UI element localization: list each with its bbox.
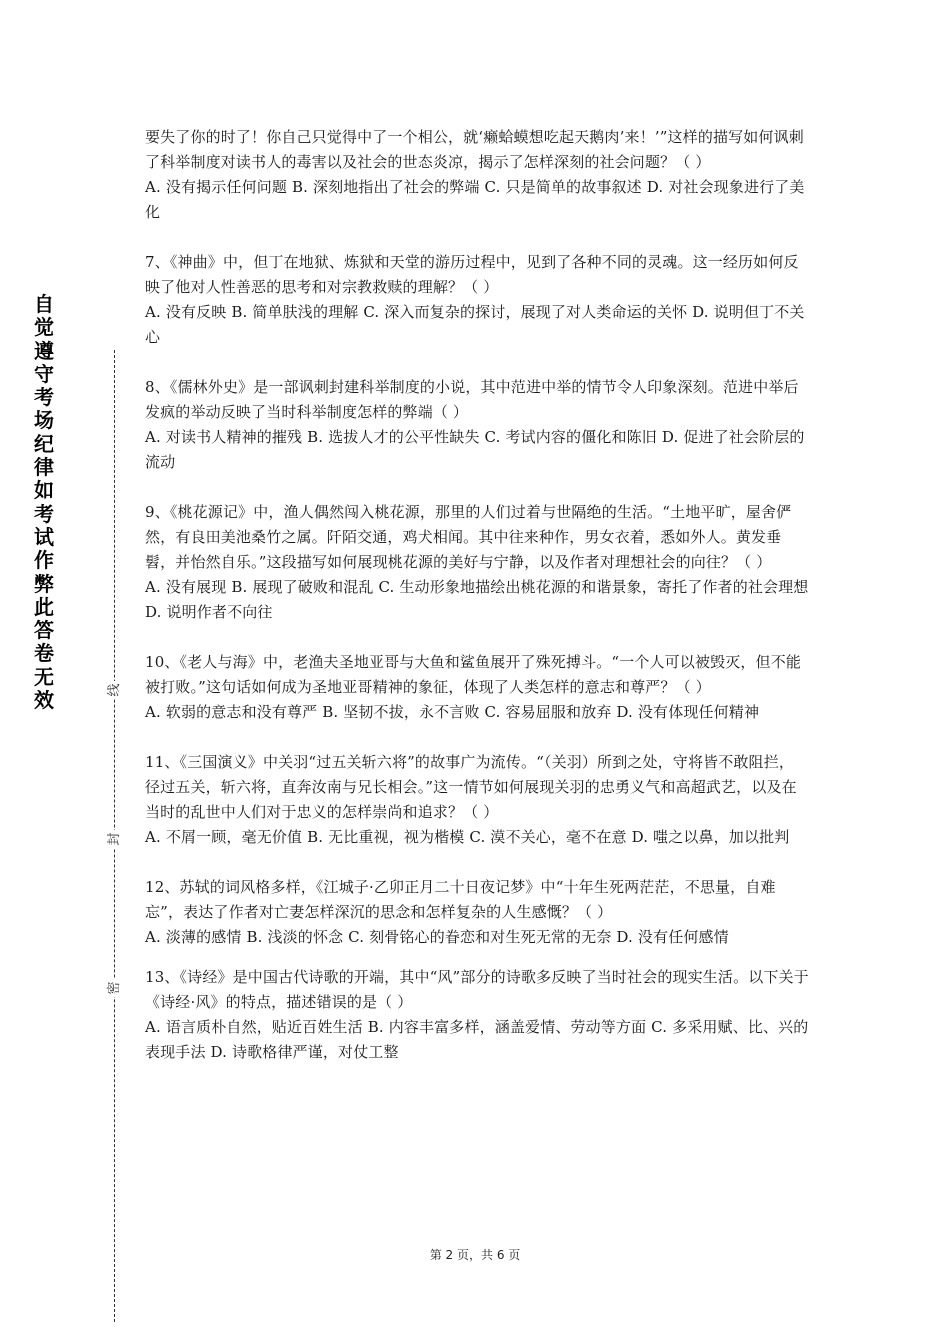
question-9	[145, 500, 809, 625]
question-options: A. 没有展现 B. 展现了破败和混乱 C. 生动形象地描绘出桃花源的和谐景象，寄托了作者的社会理想 D. 说明作者不向往	[145, 578, 809, 621]
question-10	[145, 650, 809, 725]
question-stem: 12、苏轼的词风格多样，《江城子·乙卯正月二十日夜记梦》中“十年生死两茫茫，不思量，自难忘”，表达了作者对亡妻怎样深沉的思念和怎样复杂的人生感慨？（ ）	[145, 878, 776, 921]
question-stem: 9、《桃花源记》中，渔人偶然闯入桃花源，那里的人们过着与世隔绝的生活。“土地平旷，屋舍俨然，有良田美池桑竹之属。阡陌交通，鸡犬相闻。其中往来种作，男女衣着，悉如外人。黄发垂髫，并怡然自乐。”这段描写如何展现桃花源的美好与宁静，以及作者对理想社会的向往？（ ）	[145, 503, 792, 571]
warning-char: 考	[34, 501, 54, 526]
question-stem: 7、《神曲》中，但丁在地狱、炼狱和天堂的游历过程中，见到了各种不同的灵魂。这一经历如何反映了他对人性善恶的思考和对宗教救赎的理解？（ ）	[145, 253, 799, 296]
warning-char: 效	[34, 688, 54, 713]
warning-char: 作	[34, 548, 54, 573]
question-options: A. 软弱的意志和没有尊严 B. 坚韧不拔，永不言败 C. 容易屈服和放弃 D. 没有体现任何精神	[145, 703, 760, 721]
question-13	[145, 965, 809, 1065]
question-6-continued	[145, 125, 809, 225]
question-stem: 13、《诗经》是中国古代诗歌的开端，其中“风”部分的诗歌多反映了当时社会的现实生活。以下关于《诗经·风》的特点，描述错误的是（ ）	[145, 968, 809, 1011]
question-options: A. 没有反映 B. 简单肤浅的理解 C. 深入而复杂的探讨，展现了对人类命运的关怀 D. 说明但丁不关心	[145, 303, 805, 346]
question-12	[145, 875, 809, 950]
question-stem: 要失了你的时了！你自己只觉得中了一个相公，就‘癞蛤蟆想吃起天鹅肉’来！’”这样的描写如何讽刺了科举制度对读书人的毒害以及社会的世态炎凉，揭示了怎样深刻的社会问题？（ ）	[145, 128, 804, 171]
binding-seal-label: 封	[105, 830, 125, 848]
question-stem: 10、《老人与海》中，老渔夫圣地亚哥与大鱼和鲨鱼展开了殊死搏斗。“一个人可以被毁灭，但不能被打败。”这句话如何成为圣地亚哥精神的象征，体现了人类怎样的意志和尊严？（ ）	[145, 653, 802, 696]
warning-char: 守	[34, 361, 54, 386]
question-options: A. 淡薄的感情 B. 浅淡的怀念 C. 刻骨铭心的眷恋和对生死无常的无奈 D. 没有任何感情	[145, 928, 729, 946]
warning-char: 弊	[34, 571, 54, 596]
page-number: 第 2 页，共 6 页	[429, 1248, 521, 1262]
warning-char: 无	[34, 664, 54, 689]
question-options: A. 语言质朴自然，贴近百姓生活 B. 内容丰富多样，涵盖爱情、劳动等方面 C. 多采用赋、比、兴的表现手法 D. 诗歌格律严谨，对仗工整	[145, 1018, 809, 1061]
question-options: A. 对读书人精神的摧残 B. 选拔人才的公平性缺失 C. 考试内容的僵化和陈旧 D. 促进了社会阶层的流动	[145, 428, 805, 471]
warning-char: 纪	[34, 431, 54, 456]
question-8	[145, 375, 809, 475]
binding-secret-label: 密	[105, 979, 125, 997]
question-11	[145, 750, 809, 850]
warning-char: 律	[34, 455, 54, 480]
question-7	[145, 250, 809, 350]
warning-char: 如	[34, 478, 54, 503]
exam-discipline-warning	[27, 293, 61, 712]
question-stem: 8、《儒林外史》是一部讽刺封建科举制度的小说，其中范进中举的情节令人印象深刻。范进中举后发疯的举动反映了当时科举制度怎样的弊端（ ）	[145, 378, 799, 421]
question-list	[145, 125, 809, 1090]
warning-char: 自	[34, 292, 54, 316]
question-options: A. 不屑一顾，毫无价值 B. 无比重视，视为楷模 C. 漠不关心，毫不在意 D. 嗤之以鼻，加以批判	[145, 828, 790, 846]
warning-char: 卷	[34, 641, 54, 666]
warning-char: 遵	[34, 338, 54, 363]
warning-char: 觉	[34, 315, 54, 340]
question-options: A. 没有揭示任何问题 B. 深刻地指出了社会的弊端 C. 只是简单的故事叙述 D. 对社会现象进行了美化	[145, 178, 805, 221]
question-stem: 11、《三国演义》中关羽“过五关斩六将”的故事广为流传。“（关羽）所到之处，守将皆不敢阻拦，径过五关，斩六将，直奔汝南与兄长相会。”这一情节如何展现关羽的忠勇义气和高超武艺，以及在当时的乱世中人们对于忠义的怎样崇尚和追求？（ ）	[145, 753, 797, 821]
warning-char: 考	[34, 385, 54, 410]
warning-char: 答	[34, 618, 54, 643]
warning-char: 试	[34, 524, 54, 549]
warning-char: 此	[34, 594, 54, 619]
warning-char: 场	[34, 408, 54, 433]
binding-line-label: 线	[105, 681, 125, 699]
